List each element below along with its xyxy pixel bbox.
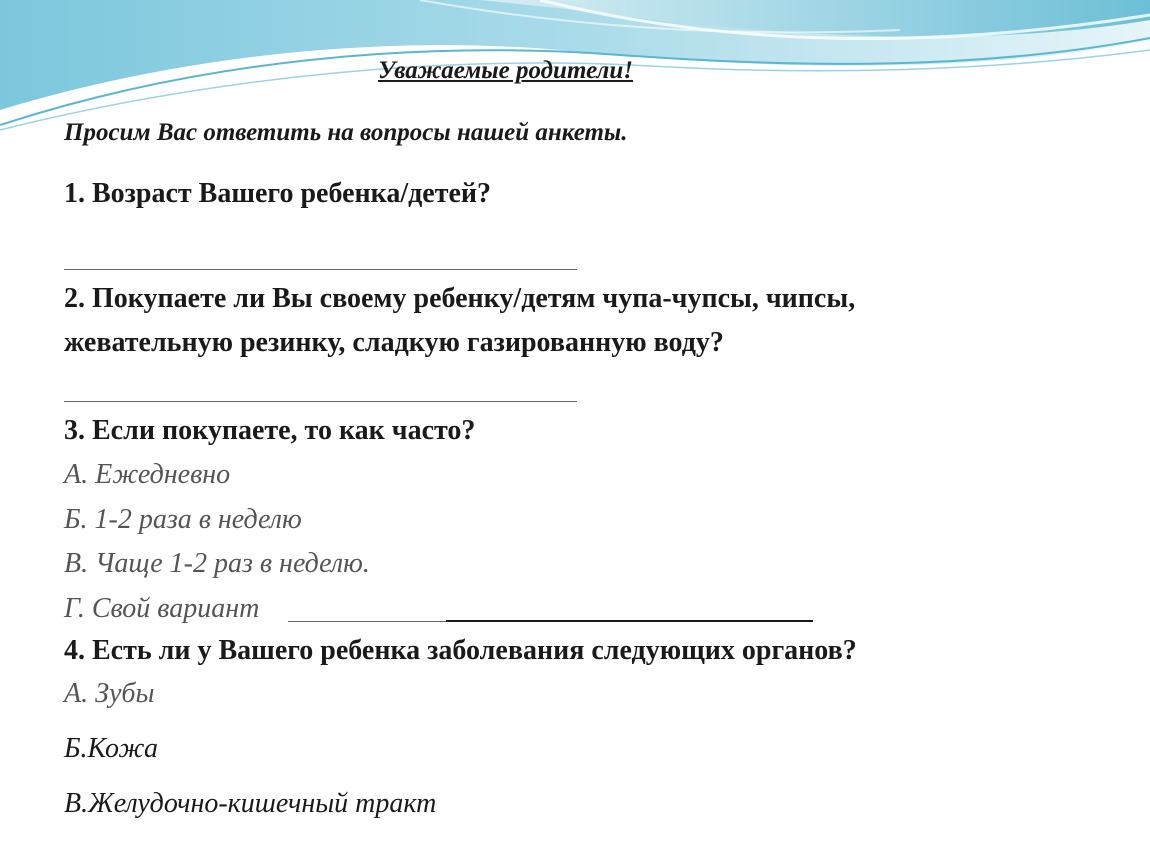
question-1: 1. Возраст Вашего ребенка/детей? (64, 178, 492, 209)
answer-line-3-light[interactable] (288, 621, 446, 622)
answer-line-2[interactable] (64, 401, 577, 402)
option-4a: А. Зубы (64, 678, 155, 709)
option-3b: Б. 1-2 раза в неделю (64, 504, 302, 535)
option-3a: А. Ежедневно (64, 459, 231, 490)
option-4b: Б.Кожа (64, 733, 159, 764)
intro-text: Просим Вас ответить на вопросы нашей анкеты. (64, 119, 628, 146)
answer-line-1[interactable] (64, 269, 577, 270)
option-3d: Г. Свой вариант (64, 593, 260, 624)
option-3c: В. Чаще 1-2 раз в неделю. (64, 548, 370, 579)
question-3: 3. Если покупаете, то как часто? (64, 415, 476, 446)
page-title: Уважаемые родители! (378, 57, 634, 84)
question-2-line-1: 2. Покупаете ли Вы своему ребенку/детям чупа-чупсы, чипсы, (64, 283, 856, 314)
answer-line-3[interactable] (446, 620, 813, 622)
question-4: 4. Есть ли у Вашего ребенка заболевания следующих органов? (64, 635, 857, 666)
option-4c: В.Желудочно-кишечный тракт (64, 788, 437, 819)
question-2-line-2: жевательную резинку, сладкую газированную воду? (64, 327, 724, 358)
